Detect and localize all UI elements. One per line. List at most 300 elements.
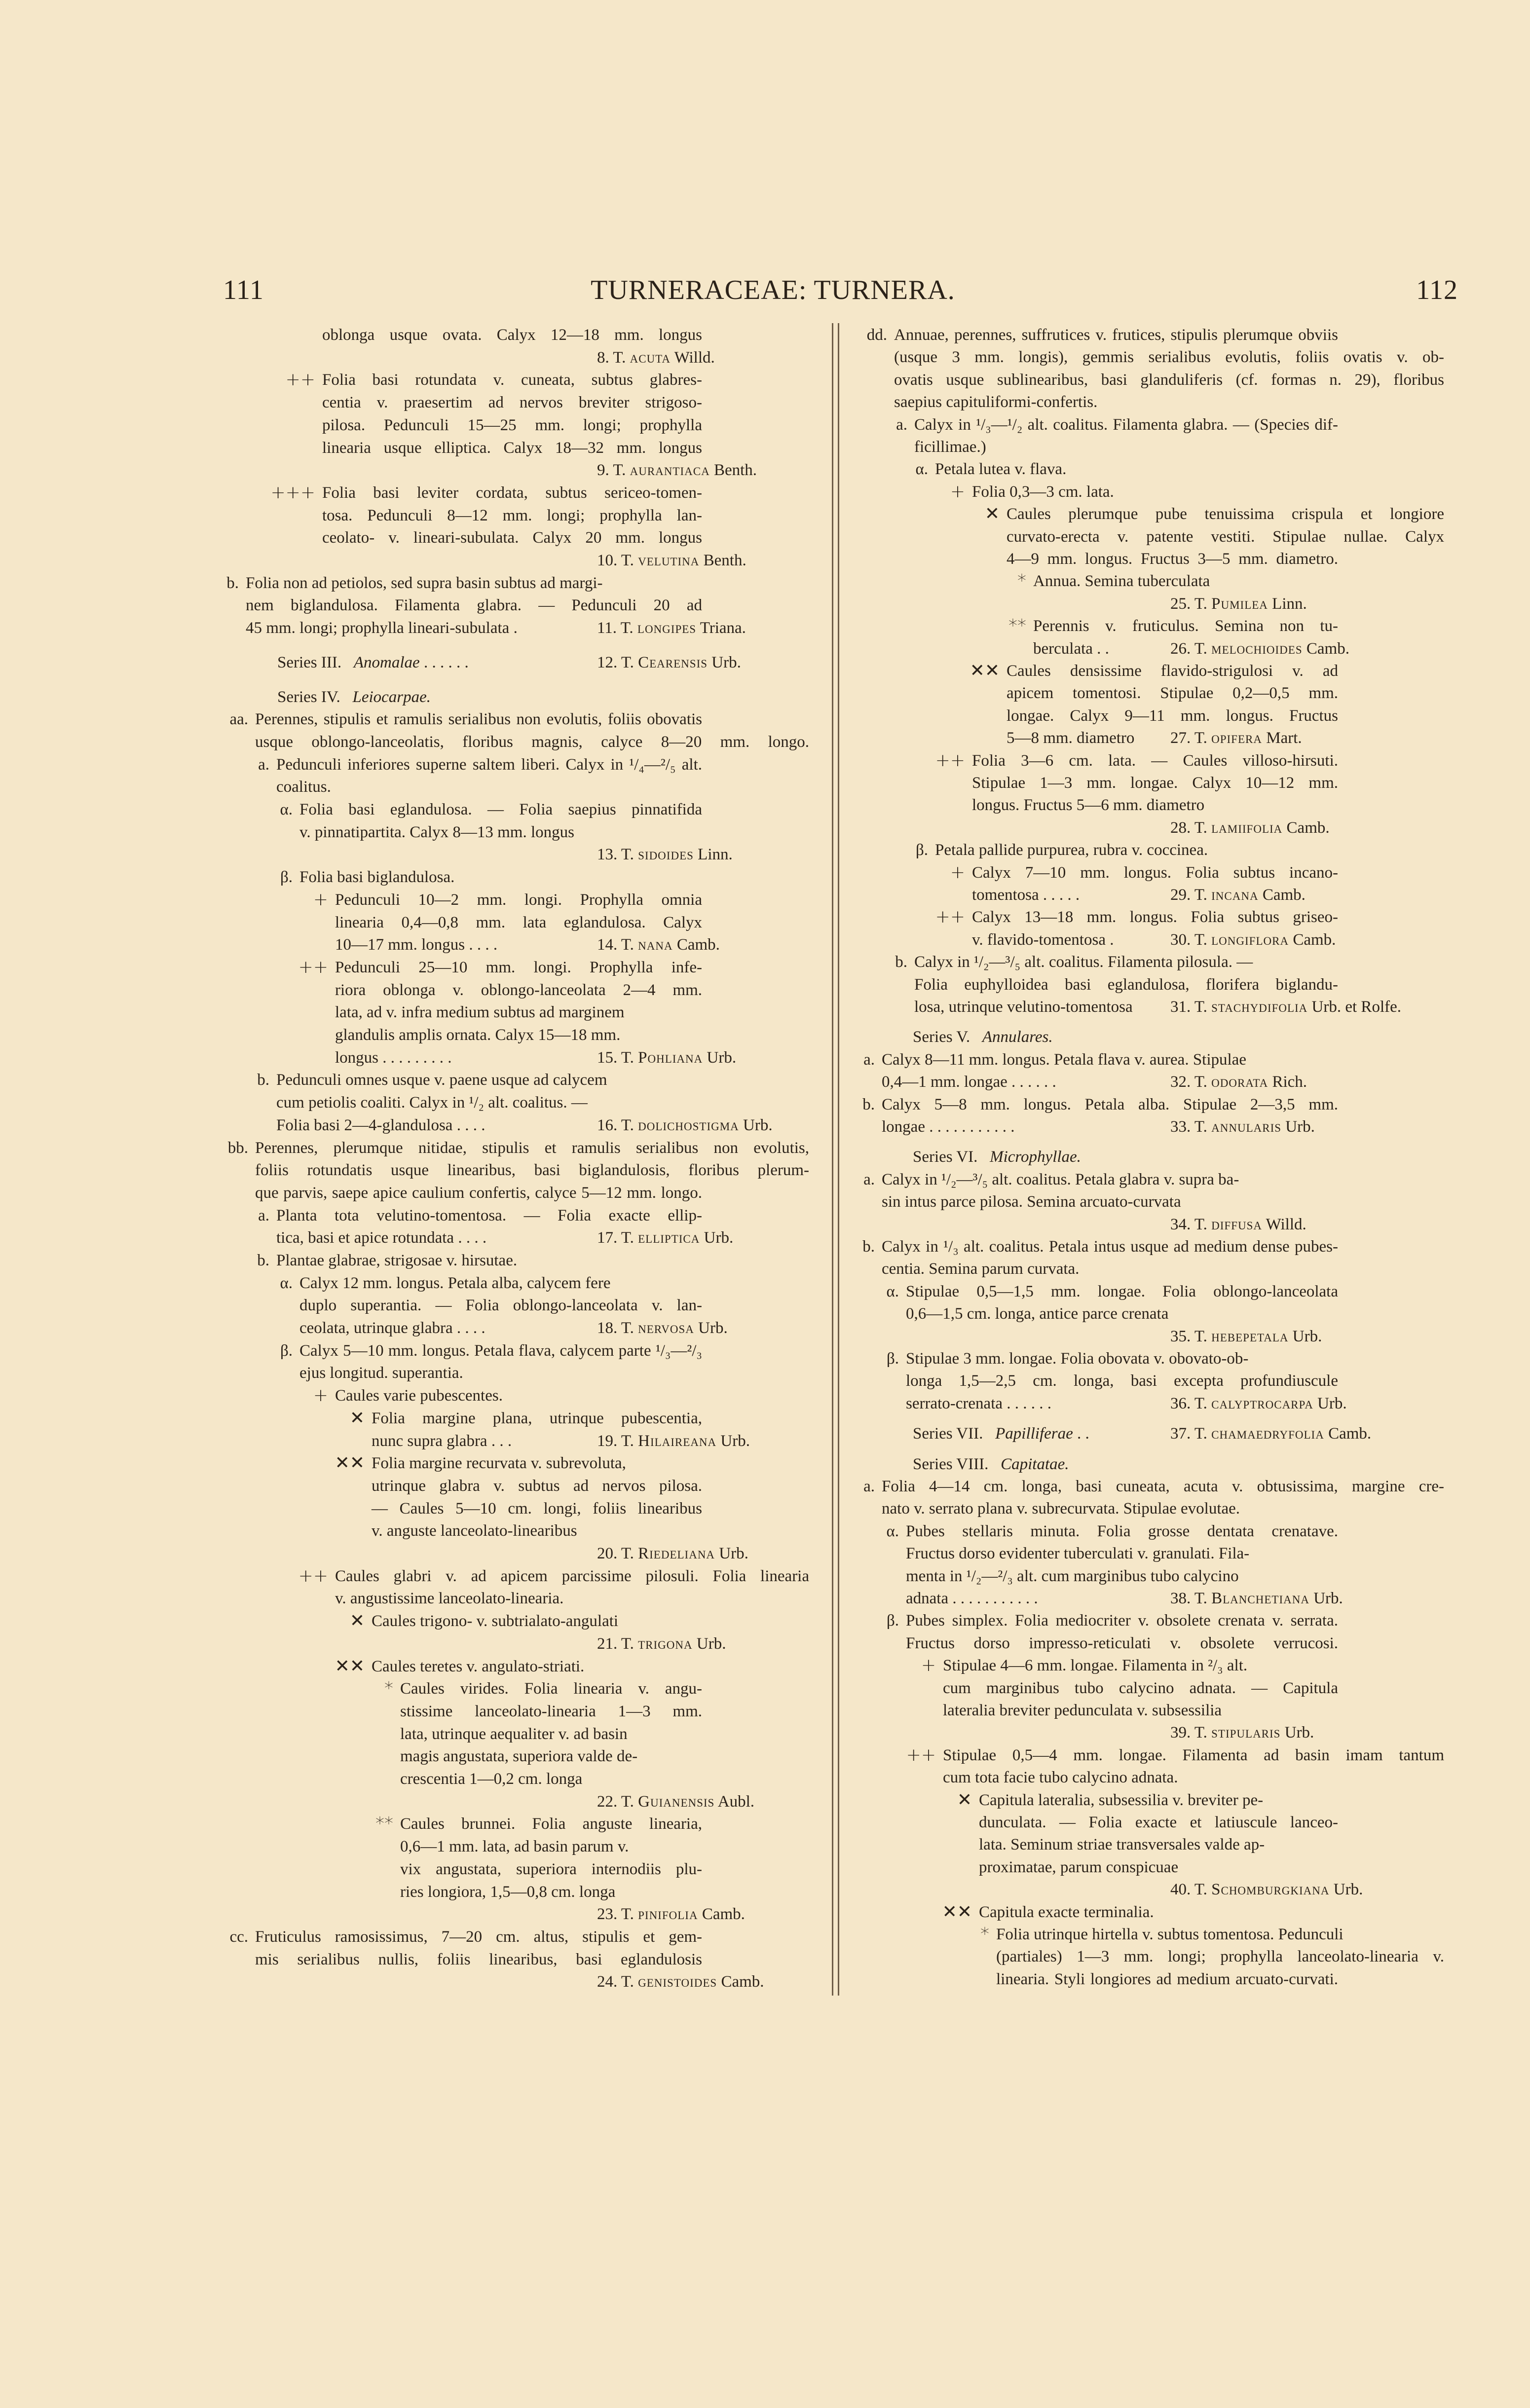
key-text: Petala lutea v. flava. [935,460,1067,478]
key-line [914,436,986,458]
genus-abbreviation: T. [1194,1425,1207,1443]
key-line [906,1392,1051,1415]
key-text: Caules varie pubescentes. [335,1387,503,1405]
key-line [972,749,1338,772]
key-label: b. [257,1071,269,1089]
species-label [597,843,733,866]
key-marker-icon: ✕✕ [335,1656,365,1676]
key-label: β. [915,841,928,859]
key-text: oblonga usque ovata. Calyx 12—18 mm. longus [322,326,702,344]
key-line [906,1370,1338,1392]
species-author: Urb. [743,1116,773,1134]
species-number: 21. [597,1635,618,1653]
key-line [335,1384,503,1407]
key-text: Stipulae 0,5—1,5 mm. longae. Folia oblongo-lanceolata [906,1283,1338,1300]
key-line [276,1114,485,1137]
genus-abbreviation: T. [1194,595,1207,613]
series-name: Annulares. [982,1028,1053,1046]
key-marker-icon: ✕ [349,1408,365,1428]
species-label [1170,996,1401,1018]
species-label [597,651,741,674]
genus-abbreviation: T. [1194,998,1207,1016]
genus-abbreviation: T. [1194,886,1207,904]
key-line [882,1475,1444,1498]
key-text: curvato-erecta v. patente vestiti. Stipulae nullae. Calyx [1007,528,1444,546]
key-text: v. flavido-tomentosa . [972,931,1114,949]
key-marker-icon: + [313,889,328,910]
species-author: Linn. [698,846,733,863]
key-text: longa 1,5—2,5 cm. longa, basi excepta profundiuscule [906,1372,1338,1390]
key-text: Fructus dorso impresso-reticulati v. obsolete verrucosi. [906,1634,1338,1652]
key-text: menta in ¹/₂—²/₃ alt. cum marginibus tubo calycino [906,1567,1239,1585]
key-text: berculata . . [1033,640,1109,658]
species-epithet: dolichostigma [638,1116,739,1134]
species-author: Urb. [704,1229,734,1247]
genus-abbreviation: T. [1194,1724,1207,1741]
key-line [943,1766,1178,1789]
species-author: Urb. [698,1319,728,1337]
key-text: (usque 3 mm. longis), gemmis serialibus evolutis, foliis ovatis v. ob- [894,348,1444,366]
key-line [996,1923,1343,1946]
key-line [1033,570,1210,593]
key-line [335,956,702,979]
species-label [597,617,746,639]
key-line [372,1655,584,1678]
key-line [322,369,702,391]
key-line [400,1768,582,1790]
species-number: 20. [597,1545,618,1562]
species-author: Willd. [674,349,715,367]
genus-abbreviation: T. [621,654,634,671]
species-label [1170,593,1307,615]
key-text: Caules teretes v. angulato-striati. [372,1658,585,1675]
genus-abbreviation: T. [1194,729,1207,747]
species-epithet: odorata [1211,1073,1269,1091]
key-text: Calyx 12 mm. longus. Petala alba, calycem fere [299,1274,611,1292]
species-epithet: elliptica [638,1229,700,1247]
key-label: b. [226,574,239,592]
species-epithet: Riedeliana [638,1545,715,1562]
key-line [372,1452,626,1475]
species-number: 37. [1170,1425,1191,1443]
genus-abbreviation: T. [613,349,626,367]
series-heading [913,1422,1089,1445]
key-text: 5—8 mm. diametro [1007,729,1135,747]
genus-abbreviation: T. [621,1432,634,1450]
key-text: foliis rotundatis usque linearibus, basi biglandulosis, floribus plerum- [255,1161,809,1179]
key-line [979,1901,1154,1924]
key-text: proximatae, parum conspicuae [979,1858,1179,1876]
key-line [372,1610,618,1632]
key-line [372,1430,512,1452]
key-text: Calyx in ¹/₃ alt. coalitus. Petala intus usque ad medium dense pubes- [882,1238,1338,1256]
genus-abbreviation: T. [621,1049,634,1067]
species-author: Urb. [1313,1590,1343,1607]
key-marker-icon: * [1017,571,1026,591]
species-epithet: lamiifolia [1211,819,1283,837]
key-line [299,1362,463,1384]
species-author: Camb. [702,1905,745,1923]
species-number: 22. [597,1793,618,1811]
key-text: longae . . . . . . . . . . . [882,1118,1015,1136]
species-number: 27. [1170,729,1191,747]
key-text: Caules densissime flavido-strigulosi v. ad [1007,662,1338,680]
key-line [335,1046,452,1069]
species-label [597,933,720,956]
key-text: Folia euphylloidea basi eglandulosa, florifera biglandu- [914,976,1338,994]
species-number: 15. [597,1049,618,1067]
key-label: bb. [227,1139,248,1157]
key-text: Calyx 5—10 mm. longus. Petala flava, calycem parte ¹/₃—²/₃ [299,1342,702,1360]
genus-abbreviation: T. [621,1793,634,1811]
species-epithet: diffusa [1211,1216,1262,1233]
key-text: apicem tomentosi. Stipulae 0,2—0,5 mm. [1007,684,1338,702]
key-marker-icon: ++ [935,907,965,927]
species-number: 34. [1170,1216,1191,1233]
key-line [400,1677,702,1700]
key-text: Calyx in ¹/₃—¹/₂ alt. coalitus. Filamenta glabra. — (Species dif- [914,416,1338,434]
species-label [1170,816,1330,839]
species-epithet: sidoides [638,846,694,863]
key-line [972,794,1204,816]
key-marker-icon: + [313,1385,328,1406]
key-text: pilosa. Pedunculi 15—25 mm. longi; prophylla [322,416,702,434]
species-author: Urb. [1285,1118,1315,1136]
species-author: Camb. [1328,1425,1372,1443]
key-line [322,526,702,549]
key-line [335,889,702,911]
key-text: longus . . . . . . . . . [335,1049,452,1067]
key-line [972,772,1338,794]
key-line [322,324,702,346]
key-text: Annuae, perennes, suffrutices v. frutices, stipulis plerumque obviis [894,326,1338,344]
key-label: α. [280,801,293,818]
key-text: vix angustata, superiora internodiis plu- [400,1860,702,1878]
key-text: mis serialibus nullis, foliis linearibus, basi eglandulosis [255,1951,702,1968]
species-label [1170,1213,1306,1236]
species-author: Urb. [1317,1395,1347,1412]
key-text: Folia 3—6 cm. lata. — Caules villoso-hirsuti. [972,752,1338,770]
key-line [906,1302,1168,1325]
key-line [906,1565,1239,1588]
key-line [914,973,1338,996]
species-author: Urb. [1292,1328,1322,1345]
key-line [335,911,702,934]
key-text: Calyx 5—8 mm. longus. Petala alba. Stipulae 2—3,5 mm. [882,1096,1338,1113]
key-line [335,1001,625,1024]
species-epithet: Schomburgkiana [1211,1881,1330,1898]
key-text: tica, basi et apice rotundata . . . . [276,1229,487,1247]
key-label: β. [280,1342,293,1360]
key-line [372,1497,702,1520]
series-number: Series VII. [913,1425,983,1443]
species-epithet: Pohliana [638,1049,703,1067]
key-text: stissime lanceolato-linearia 1—3 mm. [400,1703,702,1720]
series-number: Series IV. [277,688,340,706]
key-text: cum marginibus tubo calycino adnata. — Capitula [943,1679,1338,1697]
species-number: 28. [1170,819,1191,837]
key-text: Folia non ad petiolos, sed supra basin subtus ad margi- [246,574,603,592]
key-line [894,369,1444,391]
key-line [979,1789,1263,1812]
key-marker-icon: ** [1008,616,1026,636]
species-number: 17. [597,1229,618,1247]
key-line [972,481,1114,503]
key-text: Perennis v. fruticulus. Semina non tu- [1033,617,1338,635]
species-number: 36. [1170,1395,1191,1412]
species-number: 39. [1170,1724,1191,1741]
key-marker-icon: + [950,862,965,883]
key-text: centia. Semina parum curvata. [882,1260,1080,1278]
key-label: β. [280,868,293,886]
species-epithet: annularis [1211,1118,1282,1136]
key-text: 0,6—1 mm. lata, ad basin parum v. [400,1838,629,1855]
series-name: Capitatae. [1001,1455,1069,1473]
species-epithet: Hilaireana [638,1432,717,1450]
species-epithet: chamaedryfolia [1211,1425,1324,1443]
key-text: Planta tota velutino-tomentosa. — Folia exacte ellip- [276,1207,702,1224]
key-text: 0,6—1,5 cm. longa, antice parce crenata [906,1305,1169,1323]
key-text: ries longiora, 1,5—0,8 cm. longa [400,1883,616,1901]
genus-abbreviation: T. [1194,931,1207,949]
species-number: 23. [597,1905,618,1923]
key-line [400,1813,702,1835]
species-author: Camb. [1306,640,1349,658]
key-line [882,1071,1056,1093]
key-marker-icon: +++ [270,482,315,503]
key-text: linearia. Styli longiores ad medium arcuato-curvati. [996,1970,1338,1988]
key-text: adnata . . . . . . . . . . . [906,1590,1038,1607]
key-line [906,1520,1338,1543]
key-text: 4—9 mm. longus. Fructus 3—5 mm. diametro. [1007,550,1338,568]
species-author: Aubl. [717,1793,755,1811]
species-number: 14. [597,936,618,954]
key-marker-icon: ++ [935,750,965,771]
key-line [246,617,518,639]
key-line [996,1968,1338,1991]
species-author: Urb. et Rolfe. [1311,998,1401,1016]
key-text: v. anguste lanceolato-linearibus [372,1522,577,1540]
key-line [972,928,1114,951]
series-heading [277,651,469,674]
key-text: Perennes, plerumque nitidae, stipulis et ramulis serialibus non evolutis, [255,1139,809,1157]
species-number: 26. [1170,640,1191,658]
species-number: 25. [1170,595,1191,613]
key-text: usque oblongo-lanceolatis, floribus magnis, calyce 8—20 mm. longo. [255,733,809,751]
series-name: Anomalae [353,654,420,671]
key-line [1007,525,1444,548]
key-line [335,979,702,1001]
key-line [906,1587,1038,1610]
species-number: 24. [597,1973,618,1991]
key-label: α. [886,1522,899,1540]
key-line [914,951,1253,973]
species-label [597,1542,748,1565]
key-text: crescentia 1—0,2 cm. longa [400,1770,583,1788]
key-label: a. [896,416,907,434]
key-text: nato v. serrato plana v. subrecurvata. Stipulae evolutae. [882,1500,1240,1518]
key-text: nem biglandulosa. Filamenta glabra. — Pedunculi 20 ad [246,596,702,614]
column-divider [838,323,839,1996]
key-text: linearia usque elliptica. Calyx 18—32 mm. longus [322,439,702,457]
key-text: lateralia breviter pedunculata v. subsessilia [943,1702,1222,1719]
key-line [1007,704,1338,727]
key-line [1033,615,1338,637]
key-text: Petala pallide purpurea, rubra v. coccinea. [935,841,1208,859]
key-text: Capitula exacte terminalia. [979,1903,1154,1921]
key-line [299,821,574,844]
key-text: Pedunculi 25—10 mm. longi. Prophylla infe- [335,959,702,976]
key-text: magis angustata, superiora valde de- [400,1747,638,1765]
key-label: b. [257,1252,269,1269]
species-author: Urb. [696,1635,726,1653]
key-text: Calyx 7—10 mm. longus. Folia subtus incano- [972,864,1338,882]
species-author: Benth. [713,461,757,479]
genus-abbreviation: T. [1194,1395,1207,1412]
series-number: Series VIII. [913,1455,989,1473]
key-label: dd. [866,326,887,344]
key-line [276,776,331,798]
species-author: Triana. [700,619,746,637]
key-line [882,1497,1240,1520]
series-heading [913,1026,1053,1048]
species-epithet: melochioides [1211,640,1303,658]
key-line [276,1226,486,1249]
species-epithet: aurantiaca [630,461,710,479]
key-label: α. [886,1283,899,1300]
genus-abbreviation: T. [1194,1216,1207,1233]
species-epithet: trigona [638,1635,693,1653]
key-text: Caules brunnei. Folia anguste linearia, [400,1815,702,1833]
key-text: Folia 0,3—3 cm. lata. [972,483,1114,501]
key-marker-icon: ++ [298,957,328,977]
key-marker-icon: + [950,482,965,502]
key-line [1007,682,1338,704]
species-author: Urb. [719,1545,748,1562]
key-line [372,1475,702,1497]
key-text: lata. Seminum striae transversales valde ap- [979,1836,1265,1853]
species-label [597,1430,750,1452]
key-line [935,458,1066,481]
key-line [943,1654,1247,1677]
species-epithet: Blanchetiana [1211,1590,1309,1607]
key-line [335,1024,620,1046]
species-number: 8. [597,349,609,367]
species-author: Urb. [711,654,741,671]
species-author: Willd. [1266,1216,1306,1233]
key-text: Folia margine recurvata v. subrevoluta, [372,1454,626,1472]
species-epithet: longiflora [1211,931,1289,949]
key-text: Annua. Semina tuberculata [1033,572,1210,590]
key-text: Calyx 8—11 mm. longus. Petala flava v. aurea. Stipulae [882,1051,1246,1069]
key-text: Plantae glabrae, strigosae v. hirsutae. [276,1252,518,1269]
species-number: 16. [597,1116,618,1134]
key-text: Folia basi rotundata v. cuneata, subtus glabres- [322,371,702,389]
key-line [906,1632,1338,1655]
genus-abbreviation: T. [621,1116,634,1134]
key-line [322,504,702,527]
species-author: Benth. [703,552,746,569]
species-label [597,459,757,482]
genus-abbreviation: T. [1194,640,1207,658]
key-line [906,1347,1248,1370]
species-epithet: velutina [638,552,700,569]
key-line [914,413,1338,436]
key-line [882,1258,1079,1280]
key-line [935,839,1208,861]
species-label [597,1903,745,1926]
species-label [1170,884,1306,906]
key-text: ejus longitud. superantia. [299,1364,463,1382]
key-text: Fructus dorso evidenter tuberculati v. granulati. Fila- [906,1545,1250,1562]
species-author: Linn. [1272,595,1307,613]
species-author: Urb. [707,1049,737,1067]
key-line [882,1168,1239,1191]
species-label [597,346,715,369]
species-author: Urb. [1333,1881,1363,1898]
genus-abbreviation: T. [1194,819,1207,837]
species-label [1170,1721,1314,1744]
key-text: Stipulae 3 mm. longae. Folia obovata v. obovato-ob- [906,1350,1249,1368]
species-author: Camb. [1293,931,1336,949]
key-text: Folia basi biglandulosa. [299,868,455,886]
species-label [1170,928,1336,951]
key-label: β. [886,1612,899,1630]
species-label [1170,1115,1315,1138]
key-marker-icon: ✕✕ [335,1453,365,1473]
key-line [400,1700,702,1723]
species-epithet: acuta [630,349,671,367]
key-label: cc. [229,1928,248,1946]
column-divider [832,323,833,1996]
key-marker-icon: ++ [298,1566,328,1586]
species-number: 18. [597,1319,618,1337]
key-line [335,1587,563,1610]
key-line [255,708,702,731]
series-number: Series III. [277,654,342,671]
key-line [400,1858,702,1881]
species-number: 31. [1170,998,1191,1016]
species-label [597,1114,773,1137]
key-line [276,753,702,776]
species-number: 10. [597,552,618,569]
key-text: nunc supra glabra . . . [372,1432,512,1450]
key-text: sin intus parce pilosa. Semina arcuato-curvata [882,1193,1181,1211]
key-text: Fruticulus ramosissimus, 7—20 cm. altus, stipulis et gem- [255,1928,702,1946]
genus-abbreviation: T. [621,936,634,954]
key-text: Calyx in ¹/₂—³/₅ alt. coalitus. Petala glabra v. supra ba- [882,1171,1239,1188]
species-author: Mart. [1266,729,1302,747]
key-line [1007,548,1338,570]
key-line [255,1137,809,1159]
species-label [597,1970,764,1993]
species-epithet: hebepetala [1211,1328,1289,1345]
leader-dots: . . . . . . [419,654,469,671]
key-text: Pedunculi 10—2 mm. longi. Prophylla omnia [335,891,702,909]
key-line [299,1339,702,1362]
species-epithet: nana [638,936,673,954]
key-line [246,594,702,617]
key-text: Pubes simplex. Folia mediocriter v. obsolete crenata v. serrata. [906,1612,1338,1630]
species-epithet: calyptrocarpa [1211,1395,1313,1412]
key-line [882,1235,1338,1258]
key-line [299,1272,610,1295]
key-text: dunculata. — Folia exacte et latiuscule lanceo- [979,1814,1338,1831]
key-text: ceolato- v. lineari-subulata. Calyx 20 mm. longus [322,529,702,547]
species-number: 33. [1170,1118,1191,1136]
genus-abbreviation: T. [621,1905,634,1923]
key-marker-icon: ✕✕ [970,661,1000,681]
